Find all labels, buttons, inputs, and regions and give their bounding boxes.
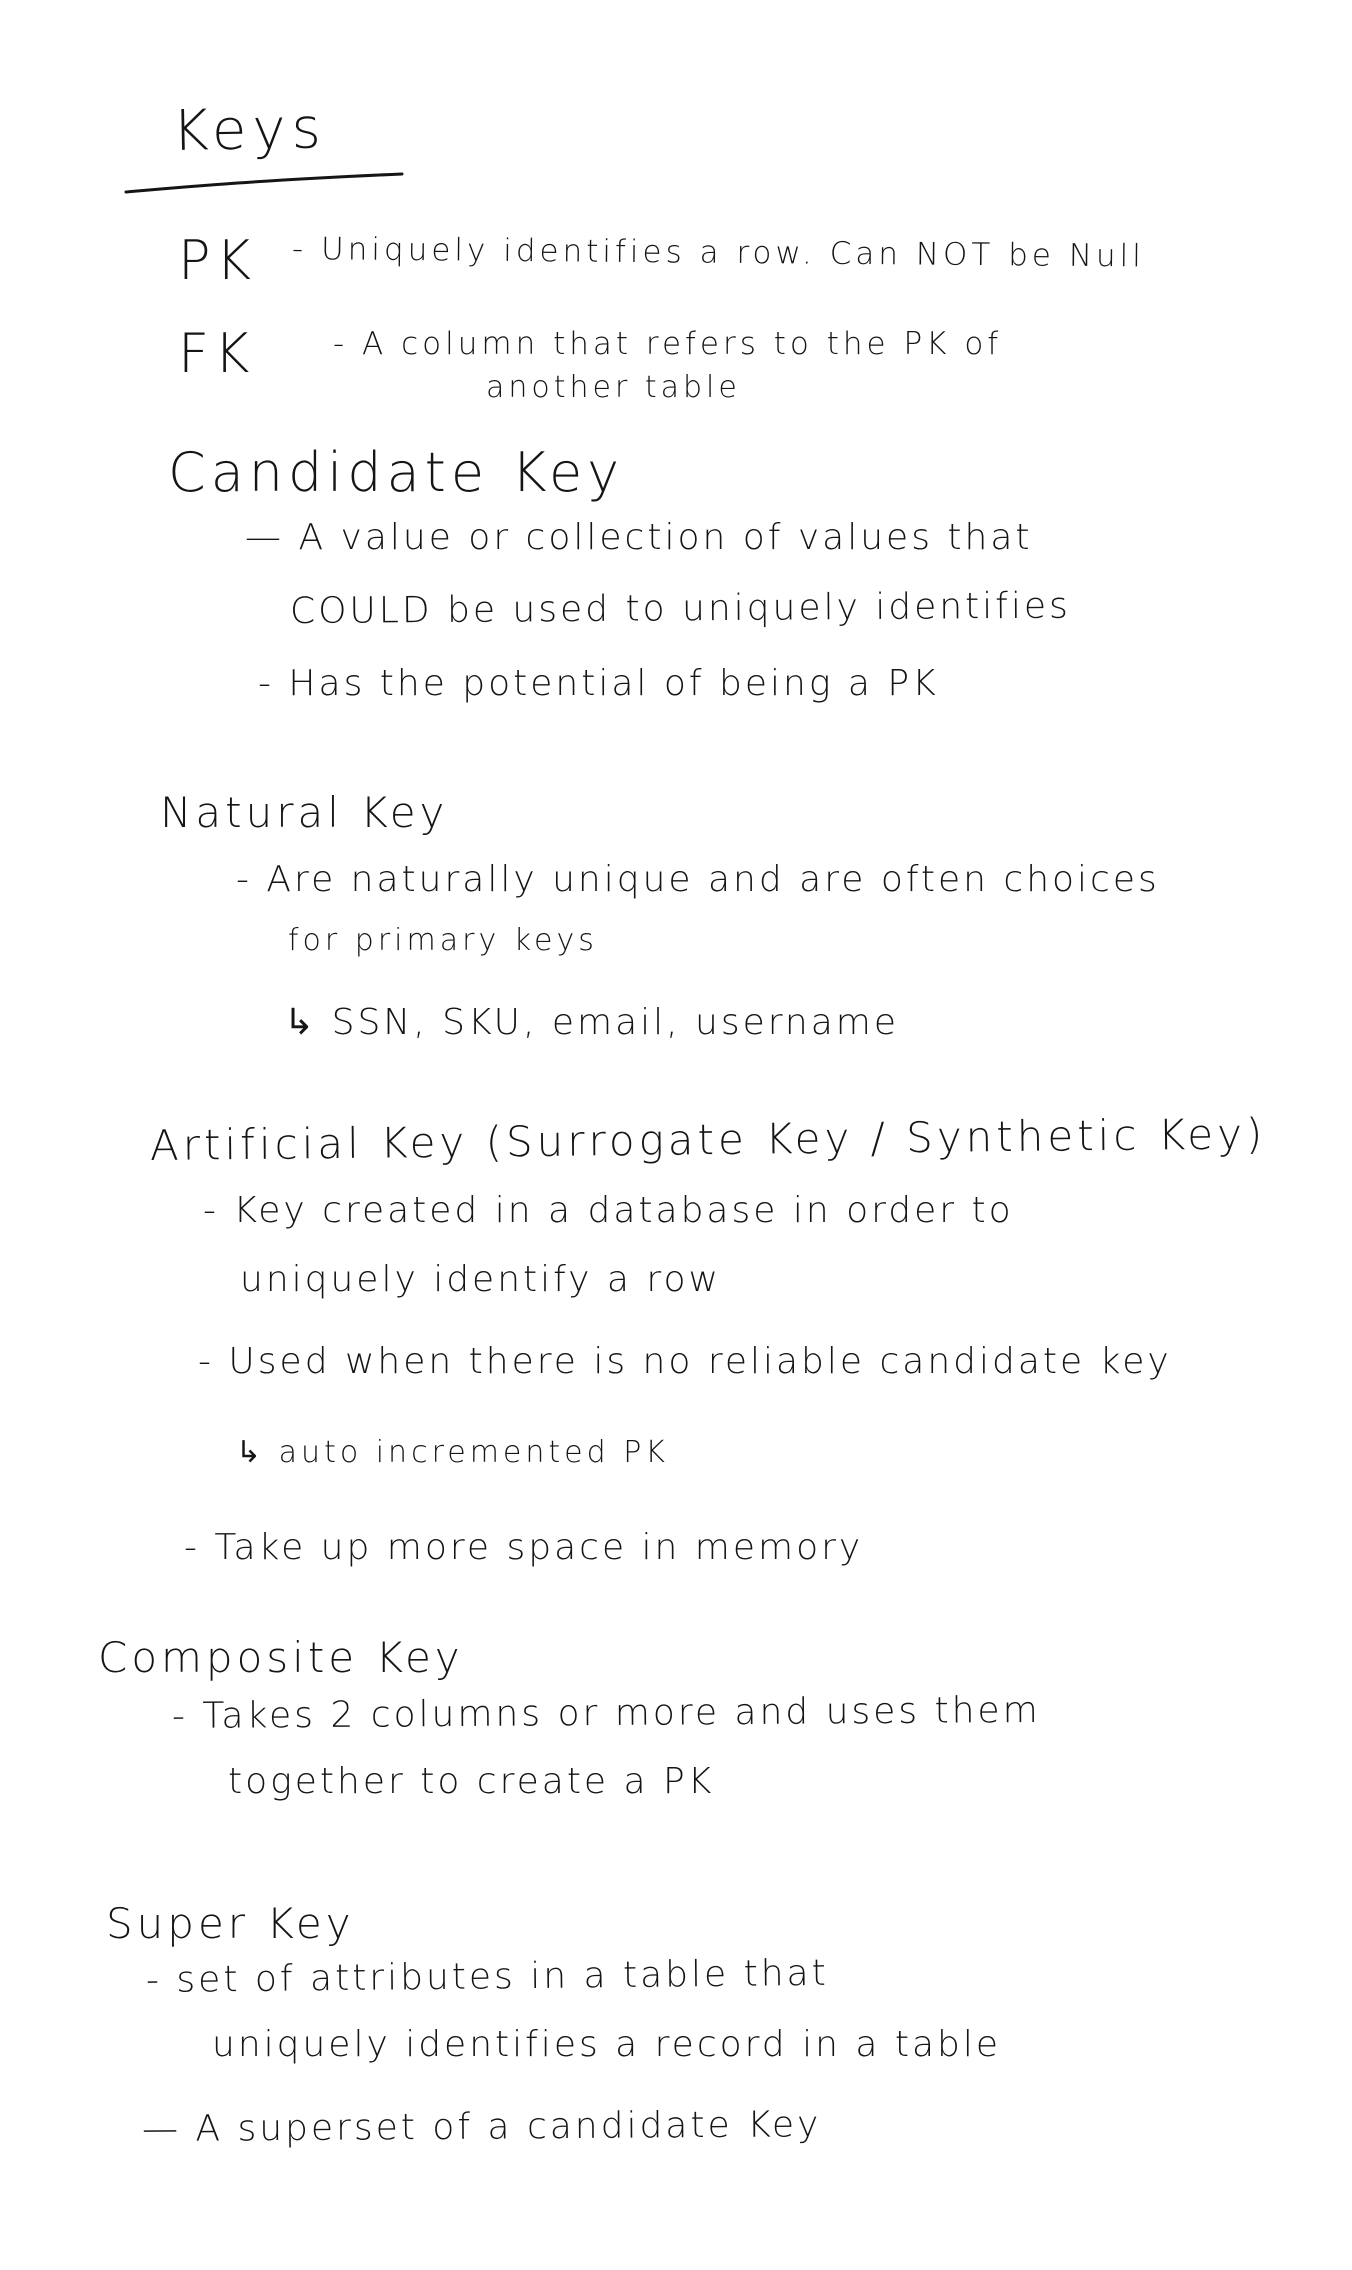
super-key-line2: uniquely identifies a record in a table — [212, 2024, 1002, 2065]
pk-label: PK — [178, 229, 256, 292]
natural-key-line1: - Are naturally unique and are often choices — [236, 859, 1160, 900]
candidate-key-line1: — A value or collection of values that — [245, 517, 1033, 558]
artificial-key-example: ↳ auto incremented PK — [236, 1435, 669, 1470]
super-key-line3: — A superset of a candidate Key — [141, 2104, 822, 2150]
title-underline — [124, 170, 406, 198]
artificial-key-line3: - Used when there is no reliable candidate key — [198, 1341, 1172, 1382]
super-key-line1: - set of attributes in a table that — [145, 1952, 829, 2001]
candidate-key-line3: - Has the potential of being a PK — [258, 663, 939, 704]
pk-definition: - Uniquely identifies a row. Can NOT be Null — [291, 231, 1146, 275]
artificial-key-line1: - Key created in a database in order to — [203, 1190, 1014, 1231]
natural-key-examples: ↳ SSN, SKU, email, username — [284, 1002, 900, 1043]
fk-definition-line2: another table — [486, 370, 741, 405]
natural-key-heading: Natural Key — [160, 788, 449, 837]
candidate-key-heading: Candidate Key — [168, 441, 625, 504]
natural-key-line2: for primary keys — [288, 923, 598, 958]
super-key-heading: Super Key — [106, 1899, 355, 1948]
fk-definition-line1: - A column that refers to the PK of — [333, 326, 1003, 362]
composite-key-line2: together to create a PK — [228, 1761, 715, 1802]
artificial-key-heading: Artificial Key (Surrogate Key / Synthetic Key) — [149, 1109, 1267, 1170]
artificial-key-line2: uniquely identify a row — [240, 1259, 721, 1300]
artificial-key-line5: - Take up more space in memory — [184, 1527, 864, 1568]
candidate-key-line2: COULD be used to uniquely identifies — [289, 585, 1071, 632]
page-title: Keys — [171, 96, 328, 164]
composite-key-line1: - Takes 2 columns or more and uses them — [171, 1689, 1041, 1737]
fk-label: FK — [178, 322, 255, 385]
composite-key-heading: Composite Key — [98, 1633, 464, 1682]
